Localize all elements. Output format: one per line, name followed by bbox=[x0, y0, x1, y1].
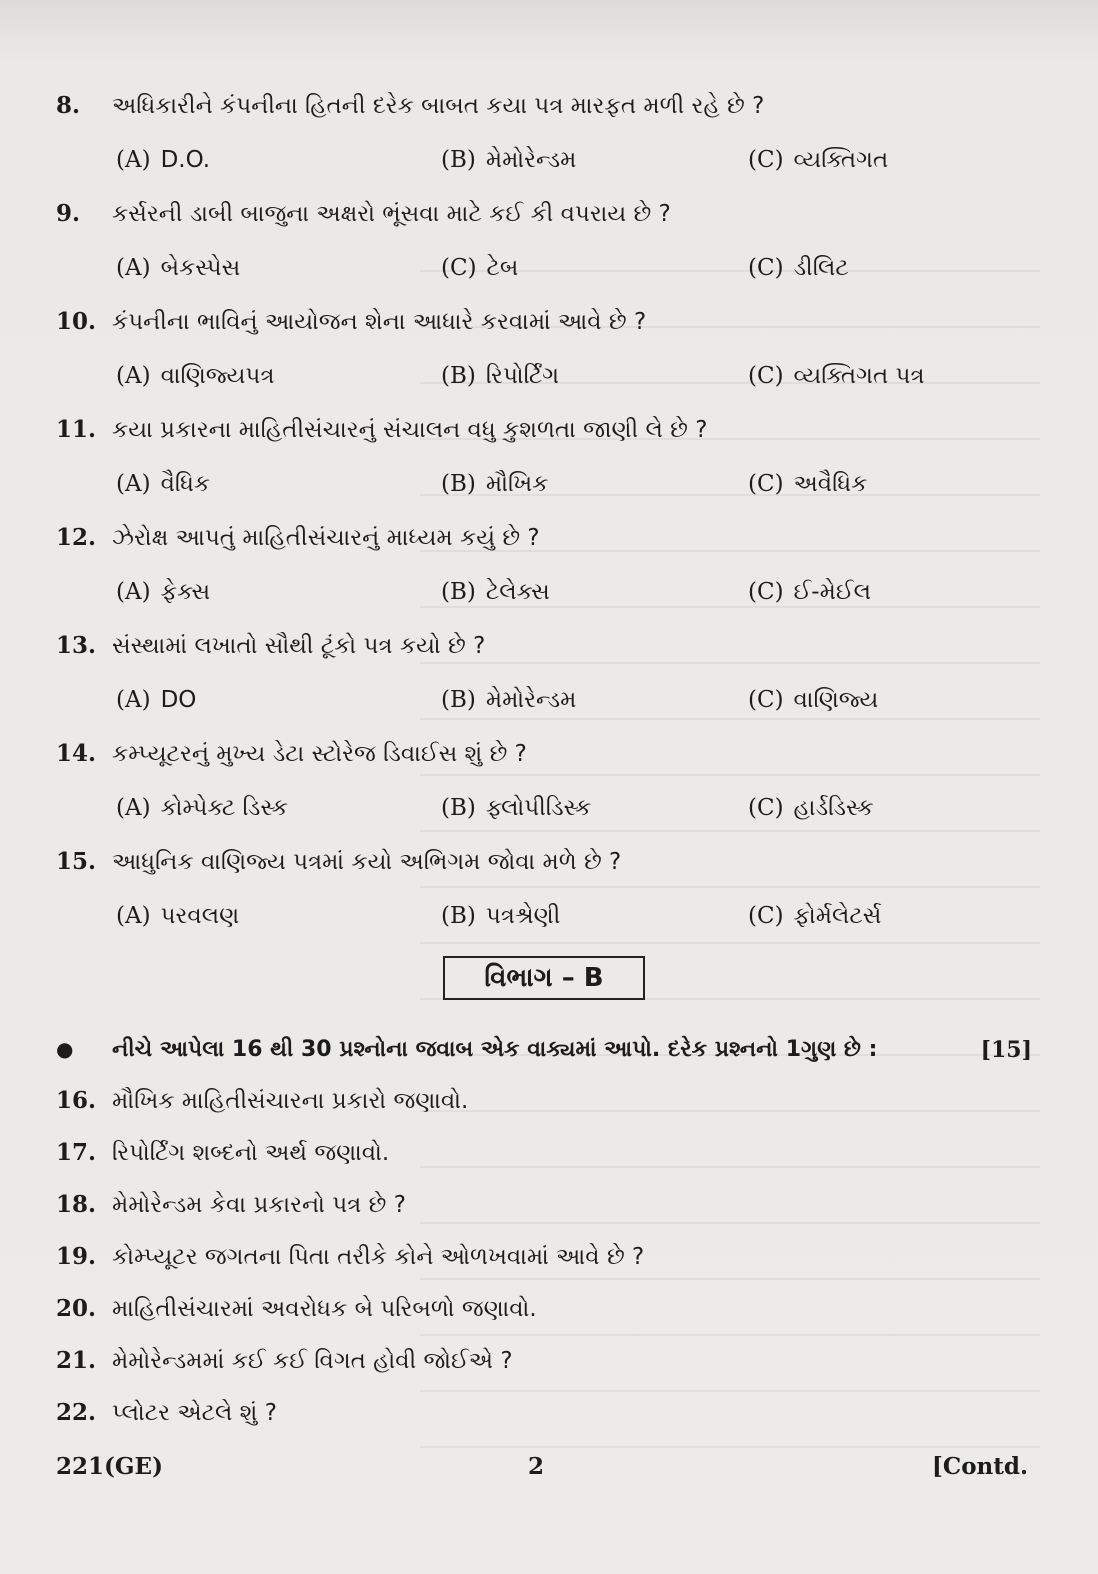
option-a: (A) વૈધિક bbox=[116, 471, 211, 497]
question-17: 17. રિપોર્ટિંગ શબ્દનો અર્થ જણાવો. bbox=[56, 1139, 390, 1166]
question-number: 12. bbox=[56, 524, 97, 551]
question-text: કર્સરની ડાબી બાજુના અક્ષરો ભૂંસવા માટે કઈ કી વપરાય છે ? bbox=[112, 201, 671, 227]
question-text: કમ્પ્યૂટરનું મુખ્ય ડેટા સ્ટોરેજ ડિવાઈસ શું છે ? bbox=[112, 741, 527, 767]
question-text: કયા પ્રકારના માહિતીસંચારનું સંચાલન વધુ કુશળતા જાણી લે છે ? bbox=[112, 417, 708, 443]
question-16: 16. મૌખિક માહિતીસંચારના પ્રકારો જણાવો. bbox=[56, 1087, 469, 1114]
question-8 bbox=[56, 92, 764, 119]
option-b: (B) પત્રશ્રેણી bbox=[441, 903, 561, 929]
question-22: 22. પ્લોટર એટલે શું ? bbox=[56, 1399, 277, 1426]
page-number: 2 bbox=[528, 1453, 545, 1480]
option-c: (C) વાણિજ્ય bbox=[748, 687, 879, 713]
question-11 bbox=[56, 416, 707, 443]
question-20: 20. માહિતીસંચારમાં અવરોધક બે પરિબળો જણાવો. bbox=[56, 1295, 537, 1322]
option-c: (C) વ્યક્તિગત bbox=[748, 147, 889, 173]
question-10 bbox=[56, 308, 646, 335]
instruction-text: નીચે આપેલા 16 થી 30 પ્રશ્નોના જવાબ એક વાક્યમાં આપો. દરેક પ્રશ્નનો 1ગુણ છે : bbox=[112, 1037, 878, 1062]
question-13 bbox=[56, 632, 485, 659]
option-a: (A) ફેક્સ bbox=[116, 579, 211, 605]
option-b: (B) મૌખિક bbox=[441, 471, 549, 497]
bleed-through-texture bbox=[420, 230, 1040, 1460]
paper-code: 221(GE) bbox=[56, 1453, 163, 1480]
question-text: આધુનિક વાણિજ્ય પત્રમાં કયો અભિગમ જોવા મળે છે ? bbox=[112, 849, 622, 875]
question-number: 13. bbox=[56, 632, 97, 659]
option-c: (C) અવૈધિક bbox=[748, 471, 868, 497]
option-c: (C) ઈ-મેઈલ bbox=[748, 579, 871, 605]
question-number: 8. bbox=[56, 92, 81, 119]
question-15 bbox=[56, 848, 621, 875]
question-text: ઝેરોક્ષ આપતું માહિતીસંચારનું માધ્યમ કયું છે ? bbox=[112, 525, 540, 551]
option-b: (B) મેમોરેન્ડમ bbox=[441, 687, 577, 713]
question-21: 21. મેમોરેન્ડમમાં કઈ કઈ વિગત હોવી જોઈએ ? bbox=[56, 1347, 513, 1374]
section-heading: વિભાગ – B bbox=[443, 956, 645, 1000]
option-a: (A) DO bbox=[116, 687, 197, 713]
option-a: (A) પરવલણ bbox=[116, 903, 240, 929]
question-number: 9. bbox=[56, 200, 81, 227]
option-a: (A) વાણિજ્યપત્ર bbox=[116, 363, 275, 389]
question-14 bbox=[56, 740, 527, 767]
question-18: 18. મેમોરેન્ડમ કેવા પ્રકારનો પત્ર છે ? bbox=[56, 1191, 406, 1218]
option-b: (B) રિપોર્ટિંગ bbox=[441, 363, 559, 389]
option-b: (B) ફ્લોપીડિસ્ક bbox=[441, 795, 592, 821]
bullet-icon: ● bbox=[56, 1037, 74, 1061]
question-number: 11. bbox=[56, 416, 97, 443]
option-c: (C) વ્યક્તિગત પત્ર bbox=[748, 363, 925, 389]
option-c: (C) ફોર્મલેટર્સ bbox=[748, 903, 882, 929]
continued-marker: [Contd. bbox=[932, 1453, 1028, 1480]
question-text: સંસ્થામાં લખાતો સૌથી ટૂંકો પત્ર કયો છે ? bbox=[112, 633, 486, 659]
option-b: (B) ટેલેક્સ bbox=[441, 579, 550, 605]
question-9 bbox=[56, 200, 671, 227]
question-text: કંપનીના ભાવિનું આયોજન શેના આધારે કરવામાં આવે છે ? bbox=[112, 309, 647, 335]
option-a: (A) D.O. bbox=[116, 147, 211, 173]
option-b: (B) મેમોરેન્ડમ bbox=[441, 147, 577, 173]
marks-total: [15] bbox=[980, 1037, 1032, 1063]
question-number: 15. bbox=[56, 848, 97, 875]
option-a: (A) કોમ્પેક્ટ ડિસ્ક bbox=[116, 795, 289, 821]
question-number: 10. bbox=[56, 308, 97, 335]
option-a: (A) બેકસ્પેસ bbox=[116, 255, 241, 281]
question-text: અધિકારીને કંપનીના હિતની દરેક બાબત કયા પત્ર મારફત મળી રહે છે ? bbox=[112, 93, 765, 119]
question-number: 14. bbox=[56, 740, 97, 767]
instruction bbox=[56, 1037, 877, 1062]
question-12 bbox=[56, 524, 540, 551]
option-c: (C) ડીલિટ bbox=[748, 255, 849, 281]
option-b: (C) ટેબ bbox=[441, 255, 519, 281]
question-19: 19. કોમ્પ્યૂટર જગતના પિતા તરીકે કોને ઓળખવામાં આવે છે ? bbox=[56, 1243, 645, 1270]
option-c: (C) હાર્ડડિસ્ક bbox=[748, 795, 874, 821]
